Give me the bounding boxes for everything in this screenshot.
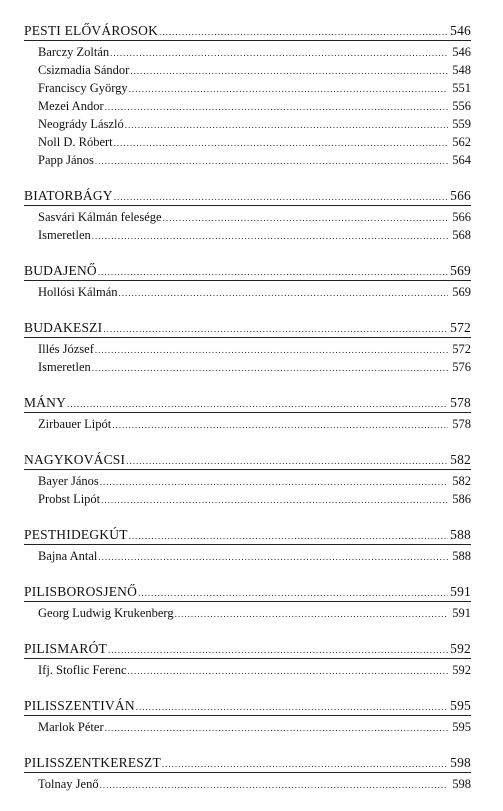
dot-leader [138, 584, 448, 602]
entry-name: Ismeretlen [38, 360, 91, 374]
toc-entry [24, 151, 471, 169]
dot-leader [162, 755, 448, 773]
page-number: 562 [452, 135, 471, 149]
dot-leader [114, 188, 448, 206]
toc-entry [24, 226, 471, 244]
toc-section-heading [24, 451, 471, 470]
toc-entry [24, 79, 471, 97]
dot-leader [92, 359, 448, 377]
page-number: 572 [450, 320, 471, 335]
page-number: 572 [452, 342, 471, 356]
page-number: 578 [450, 395, 471, 410]
entry-name: Bajna Antal [38, 549, 98, 563]
toc-section [24, 319, 471, 376]
page-number: 548 [452, 63, 471, 77]
toc-section-heading [24, 526, 471, 545]
page-number: 546 [450, 23, 471, 38]
page-number: 551 [452, 81, 471, 95]
toc-section-heading [24, 394, 471, 413]
dot-leader [175, 605, 448, 623]
page-number: 566 [452, 210, 471, 224]
dot-leader [100, 776, 448, 794]
toc-entry [24, 718, 471, 736]
toc-entry [24, 208, 471, 226]
toc-section [24, 697, 471, 736]
page-number: 586 [452, 492, 471, 506]
section-title: BIATORBÁGY [24, 188, 113, 203]
toc-section [24, 451, 471, 508]
dot-leader [101, 491, 448, 509]
entry-name: Csizmadia Sándor [38, 63, 130, 77]
entry-name: Marlok Péter [38, 720, 104, 734]
page-number: 582 [450, 452, 471, 467]
toc-entry [24, 490, 471, 508]
toc-entry [24, 340, 471, 358]
page-number: 566 [450, 188, 471, 203]
page-number: 595 [452, 720, 471, 734]
page-number: 568 [452, 228, 471, 242]
dot-leader [136, 698, 448, 716]
page-number: 598 [450, 755, 471, 770]
section-title: PESTI ELŐVÁROSOK [24, 23, 159, 38]
entry-name: Franciscy György [38, 81, 128, 95]
dot-leader [103, 320, 448, 338]
page-number: 591 [450, 584, 471, 599]
page-number: 546 [452, 45, 471, 59]
page-number: 564 [452, 153, 471, 167]
dot-leader [129, 80, 448, 98]
page-number: 592 [452, 663, 471, 677]
entry-name: Papp János [38, 153, 94, 167]
page-number: 595 [450, 698, 471, 713]
entry-name: Ifj. Stoflic Ferenc [38, 663, 127, 677]
section-title: MÁNY [24, 395, 67, 410]
toc-section-heading [24, 583, 471, 602]
entry-name: Neogrády László [38, 117, 124, 131]
toc-section [24, 262, 471, 301]
dot-leader [95, 152, 448, 170]
entry-name: Tolnay Jenő [38, 777, 99, 791]
dot-leader [126, 452, 448, 470]
dot-leader [110, 44, 448, 62]
dot-leader [100, 473, 448, 491]
page-number: 588 [452, 549, 471, 563]
toc-section-heading [24, 640, 471, 659]
toc-section [24, 754, 471, 793]
dot-leader [119, 284, 448, 302]
toc-entry [24, 358, 471, 376]
dot-leader [108, 641, 448, 659]
toc-section [24, 640, 471, 679]
section-title: BUDAJENŐ [24, 263, 97, 278]
section-title: PILISSZENTIVÁN [24, 698, 135, 713]
toc-section-heading [24, 187, 471, 206]
entry-name: Georg Ludwig Krukenberg [38, 606, 174, 620]
entry-name: Zirbauer Lipót [38, 417, 112, 431]
page-number: 598 [452, 777, 471, 791]
page-number: 576 [452, 360, 471, 374]
entry-name: Mezei Andor [38, 99, 104, 113]
dot-leader [105, 98, 448, 116]
dot-leader [128, 662, 448, 680]
dot-leader [114, 134, 448, 152]
dot-leader [112, 416, 448, 434]
entry-name: Bayer János [38, 474, 99, 488]
toc-section [24, 394, 471, 433]
dot-leader [98, 548, 448, 566]
toc-entry [24, 775, 471, 793]
toc-entry [24, 61, 471, 79]
toc-section [24, 22, 471, 169]
entry-name: Probst Lipót [38, 492, 101, 506]
dot-leader [67, 395, 448, 413]
section-title: PESTHIDEGKÚT [24, 527, 128, 542]
toc-entry [24, 133, 471, 151]
toc-section [24, 187, 471, 244]
toc-entry [24, 604, 471, 622]
toc-section [24, 526, 471, 565]
dot-leader [105, 719, 448, 737]
section-title: BUDAKESZI [24, 320, 103, 335]
section-title: PILISBOROSJENŐ [24, 584, 138, 599]
dot-leader [92, 227, 448, 245]
page-number: 588 [450, 527, 471, 542]
section-title: PILISSZENTKERESZT [24, 755, 161, 770]
dot-leader [129, 527, 448, 545]
toc-section-heading [24, 697, 471, 716]
page-number: 592 [450, 641, 471, 656]
entry-name: Ismeretlen [38, 228, 91, 242]
dot-leader [130, 62, 448, 80]
entry-name: Illés József [38, 342, 94, 356]
page-number: 591 [452, 606, 471, 620]
toc-entry [24, 283, 471, 301]
toc-entry [24, 115, 471, 133]
page-number: 578 [452, 417, 471, 431]
page-number: 556 [452, 99, 471, 113]
dot-leader [125, 116, 448, 134]
dot-leader [95, 341, 448, 359]
toc-entry [24, 547, 471, 565]
toc-entry [24, 43, 471, 61]
toc-section-heading [24, 754, 471, 773]
dot-leader [163, 209, 448, 227]
entry-name: Noll D. Róbert [38, 135, 113, 149]
dot-leader [159, 23, 448, 41]
page-number: 559 [452, 117, 471, 131]
toc-entry [24, 415, 471, 433]
table-of-contents [24, 22, 471, 811]
page-number: 569 [452, 285, 471, 299]
toc-entry [24, 472, 471, 490]
page-number: 569 [450, 263, 471, 278]
toc-entry [24, 661, 471, 679]
toc-section-heading [24, 319, 471, 338]
toc-section-heading [24, 22, 471, 41]
toc-section-heading [24, 262, 471, 281]
entry-name: Hollósi Kálmán [38, 285, 118, 299]
dot-leader [98, 263, 448, 281]
toc-entry [24, 97, 471, 115]
entry-name: Barczy Zoltán [38, 45, 110, 59]
section-title: NAGYKOVÁCSI [24, 452, 126, 467]
page-number: 582 [452, 474, 471, 488]
section-title: PILISMARÓT [24, 641, 108, 656]
entry-name: Sasvári Kálmán felesége [38, 210, 162, 224]
toc-section [24, 583, 471, 622]
